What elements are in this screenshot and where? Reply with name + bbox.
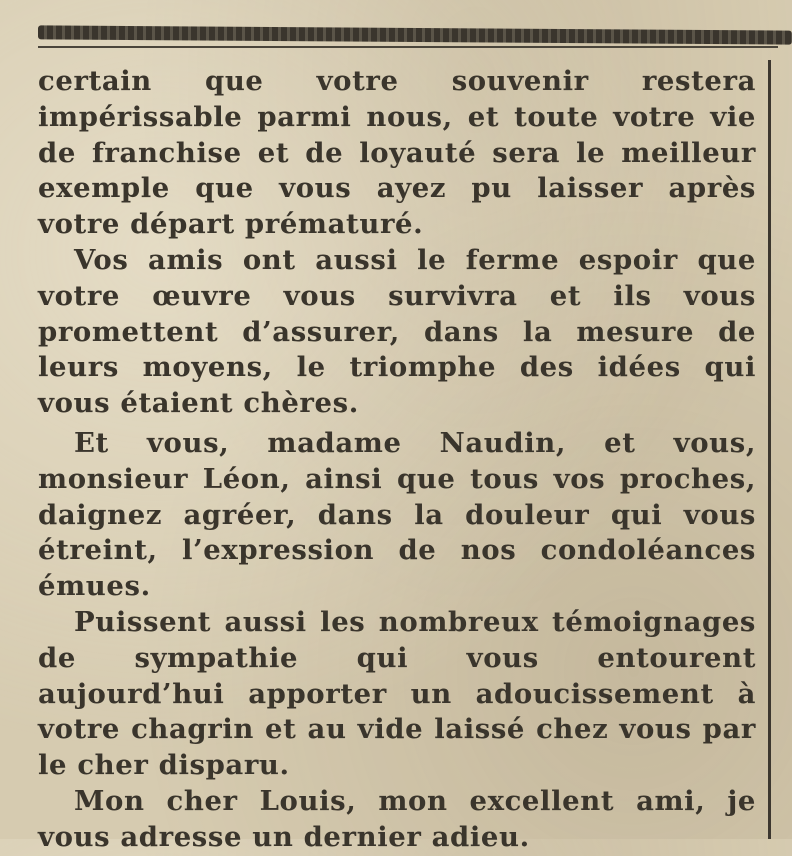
header-rule bbox=[38, 25, 792, 44]
header-rule-thin bbox=[38, 46, 778, 48]
paragraph-continuation: certain que votre souvenir restera impérissable parmi nous, et toute votre vie de franchise et de loyauté sera le meilleur exemple que vous ayez pu laisser après votre départ prématuré. bbox=[38, 65, 756, 241]
paragraph-condolences: Et vous, madame Naudin, et vous, monsieur Léon, ainsi que tous vos proches, daignez agréer, dans la douleur qui vous étreint, l’expression de nos condoléances émues. bbox=[38, 426, 756, 603]
paragraph-farewell: Mon cher Louis, mon excellent ami, je vous adresse un dernier adieu. bbox=[38, 784, 756, 853]
article-text bbox=[38, 64, 756, 856]
column-rule bbox=[768, 60, 771, 839]
paragraph-sympathy: Puissent aussi les nombreux témoignages de sympathie qui vous entourent aujourd’hui apporter un adoucissement à votre chagrin et au vide laissé chez vous par le cher disparu. bbox=[38, 605, 756, 782]
paragraph-friends-hope: Vos amis ont aussi le ferme espoir que votre œuvre vous survivra et ils vous promettent d’assurer, dans la mesure de leurs moyens, le triomphe des idées qui vous étaient chères. bbox=[38, 243, 756, 420]
